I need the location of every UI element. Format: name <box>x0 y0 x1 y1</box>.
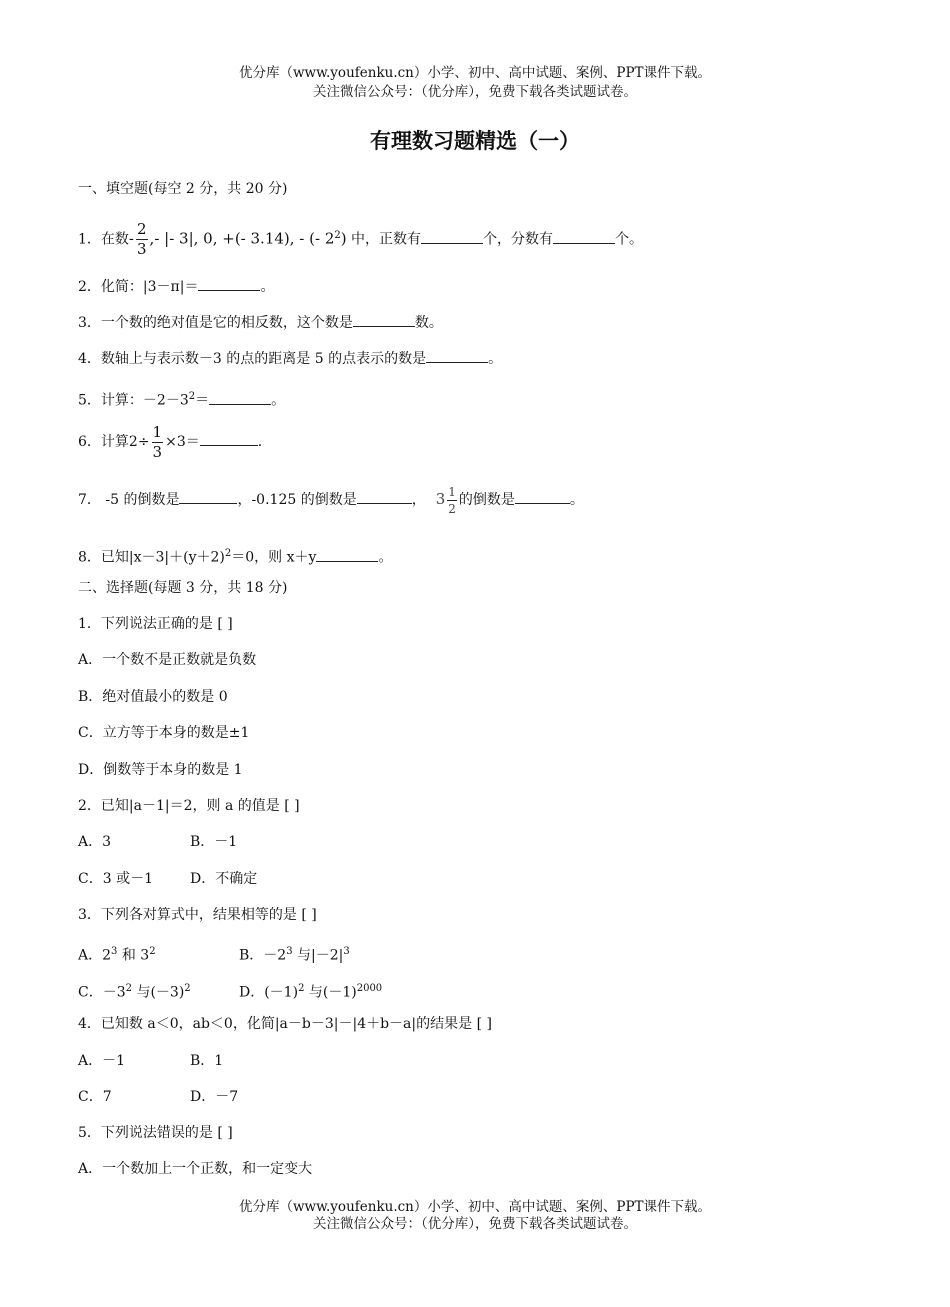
s1-q4 <box>78 349 502 368</box>
s1-q4-text: 4．数轴上与表示数－3 的点的距离是 5 的点表示的数是 <box>78 351 427 367</box>
s1-q7-fraction <box>447 486 457 515</box>
s1-q1-mid: 中，正数有 <box>346 231 422 248</box>
s1-q6-fraction <box>152 422 164 461</box>
section1-heading: 一、填空题(每空 2 分，共 20 分) <box>78 181 288 197</box>
s1-q7 <box>78 481 584 518</box>
s2-q4-stem: 4．已知数 a＜0，ab＜0，化简|a－b－3|－|4＋b－a|的结果是 [ ] <box>78 1016 492 1032</box>
s2-q5-stem: 5．下列说法错误的是 [ ] <box>78 1125 233 1141</box>
s1-q3 <box>78 313 443 332</box>
s1-q7-mixed-whole: 3 <box>435 490 446 508</box>
s1-q1-blank-1[interactable] <box>421 230 483 244</box>
s2-q3-a-sup2: 2 <box>149 946 156 957</box>
s1-q1-minus: - <box>128 229 134 248</box>
s2-q3-c-mid: 与(－3) <box>132 984 185 1001</box>
s1-q4-end: 。 <box>488 351 503 367</box>
s2-q3-d-sup1: 2 <box>298 983 305 994</box>
s2-q1-option-a[interactable]: A．一个数不是正数就是负数 <box>78 652 257 668</box>
s2-q3-b-sup1: 3 <box>286 946 293 957</box>
s2-q3-b-pre: B．－2 <box>239 947 287 964</box>
s2-q3-d-sup2: 2000 <box>356 983 383 994</box>
s1-q5-text: 5．计算：－2－3 <box>78 392 189 409</box>
s2-q5-option-a[interactable]: A．一个数加上一个正数，和一定变大 <box>78 1161 313 1177</box>
s1-q6-mid: ×3＝ <box>165 434 200 450</box>
s1-q1-expr: ,- |- 3|, 0, +(- 3.14), - (- 2 <box>149 229 335 248</box>
footer-line-1: 优分库（www.youfenku.cn）小学、初中、高中试题、案例、PPT课件下载。 <box>238 1199 712 1215</box>
s1-q7-frac-num: 1 <box>448 484 456 499</box>
s1-q1-mid2: 个，分数有 <box>483 231 554 248</box>
s1-q2-text: 2．化简：|3－π|＝ <box>78 279 199 295</box>
s2-q2-stem: 2．已知|a－1|＝2，则 a 的值是 [ ] <box>78 798 300 814</box>
s2-q1-option-c[interactable]: C．立方等于本身的数是±1 <box>78 725 250 741</box>
s2-q3-c-sup2: 2 <box>184 983 191 994</box>
s1-q8-blank[interactable] <box>316 548 378 562</box>
s1-q2 <box>78 277 274 296</box>
s1-q1-sup: 2 <box>334 230 341 241</box>
s1-q3-end: 数。 <box>414 315 443 331</box>
page-title: 有理数习题精选（一） <box>370 129 580 153</box>
s1-q5-text2: ＝ <box>195 392 210 409</box>
s1-q7-blank-1[interactable] <box>179 490 237 504</box>
s1-q7-blank-2[interactable] <box>357 490 412 504</box>
s2-q4-option-b[interactable]: B．1 <box>190 1053 224 1069</box>
s1-q1-expr-end: ) <box>340 229 347 248</box>
s2-q2-option-c[interactable]: C．3 或－1 <box>78 871 153 887</box>
s2-q3-b-sup2: 3 <box>343 946 350 957</box>
s1-q6-blank[interactable] <box>200 432 258 446</box>
s1-q2-end: 。 <box>260 279 275 295</box>
s1-q7-mid2: 的倒数是 <box>458 492 515 508</box>
s1-q6 <box>78 424 262 460</box>
s1-q8-text2: ＝0，则 x＋y <box>231 549 317 566</box>
s1-q5 <box>78 388 285 410</box>
s1-q1-fraction <box>136 222 148 257</box>
s2-q3-d-mid: 与(－1) <box>304 984 357 1001</box>
s2-q3-option-a[interactable] <box>78 943 156 965</box>
s1-q8-sup: 2 <box>224 548 232 559</box>
s2-q4-option-d[interactable]: D．－7 <box>190 1089 239 1105</box>
s1-q1-prefix: 1．在数 <box>78 231 129 248</box>
s2-q3-stem: 3．下列各对算式中，结果相等的是 [ ] <box>78 907 317 923</box>
header-line-2: 关注微信公众号：（优分库），免费下载各类试题试卷。 <box>313 84 637 100</box>
s1-q8 <box>78 545 392 567</box>
s2-q1-option-d[interactable]: D．倒数等于本身的数是 1 <box>78 762 243 778</box>
s2-q4-option-c[interactable]: C．7 <box>78 1089 112 1105</box>
s1-q7-prefix: 7． -5 的倒数是 <box>78 492 180 508</box>
s1-q8-end: 。 <box>378 549 393 566</box>
s1-q8-text: 8．已知|x－3|＋(y＋2) <box>78 549 225 566</box>
s1-q7-mid: ，-0.125 的倒数是 <box>237 492 357 508</box>
s2-q3-b-mid: 与|－2| <box>292 947 344 964</box>
footer-line-2: 关注微信公众号：（优分库），免费下载各类试题试卷。 <box>313 1216 637 1232</box>
s2-q1-option-b[interactable]: B．绝对值最小的数是 0 <box>78 689 228 705</box>
s2-q1-stem: 1．下列说法正确的是 [ ] <box>78 616 233 632</box>
s2-q3-c-pre: C．－3 <box>78 984 126 1001</box>
s1-q1 <box>78 218 643 258</box>
s1-q6-frac-den: 3 <box>152 442 163 461</box>
s2-q3-option-c[interactable] <box>78 980 191 1002</box>
section2-heading: 二、选择题(每题 3 分，共 18 分) <box>78 580 288 596</box>
s2-q3-a-pre: A．2 <box>78 947 112 964</box>
s1-q7-blank-3[interactable] <box>515 490 570 504</box>
s1-q7-frac-den: 2 <box>448 501 456 516</box>
s1-q5-blank[interactable] <box>209 391 271 405</box>
s2-q2-option-d[interactable]: D．不确定 <box>190 871 258 887</box>
s1-q5-end: 。 <box>271 392 286 409</box>
s1-q1-blank-2[interactable] <box>553 230 615 244</box>
s1-q4-blank[interactable] <box>426 349 488 363</box>
s1-q7-sep: ， <box>411 492 426 508</box>
s1-q6-frac-num: 1 <box>152 422 163 441</box>
s1-q6-end: . <box>257 434 263 450</box>
s2-q3-option-d[interactable] <box>239 980 382 1002</box>
s1-q1-frac-num: 2 <box>137 220 147 239</box>
s1-q6-prefix: 6．计算2÷ <box>78 434 150 450</box>
s2-q2-option-a[interactable]: A．3 <box>78 834 112 850</box>
s2-q3-c-sup1: 2 <box>125 983 132 994</box>
s1-q1-end: 个。 <box>615 231 644 248</box>
s1-q7-end: 。 <box>569 492 584 508</box>
s2-q3-a-mid: 和 3 <box>117 947 150 964</box>
s2-q3-option-b[interactable] <box>239 943 350 965</box>
s1-q5-sup: 2 <box>188 391 196 402</box>
s2-q2-option-b[interactable]: B．－1 <box>190 834 238 850</box>
s1-q2-blank[interactable] <box>198 277 260 291</box>
s2-q4-option-a[interactable]: A．－1 <box>78 1053 126 1069</box>
s1-q3-blank[interactable] <box>353 313 415 327</box>
header-line-1: 优分库（www.youfenku.cn）小学、初中、高中试题、案例、PPT课件下载。 <box>238 65 712 81</box>
s2-q3-a-sup1: 3 <box>111 946 118 957</box>
s1-q1-frac-den: 3 <box>137 240 147 259</box>
s2-q3-d-pre: D．(－1) <box>239 984 299 1001</box>
s1-q3-text: 3．一个数的绝对值是它的相反数，这个数是 <box>78 315 353 331</box>
